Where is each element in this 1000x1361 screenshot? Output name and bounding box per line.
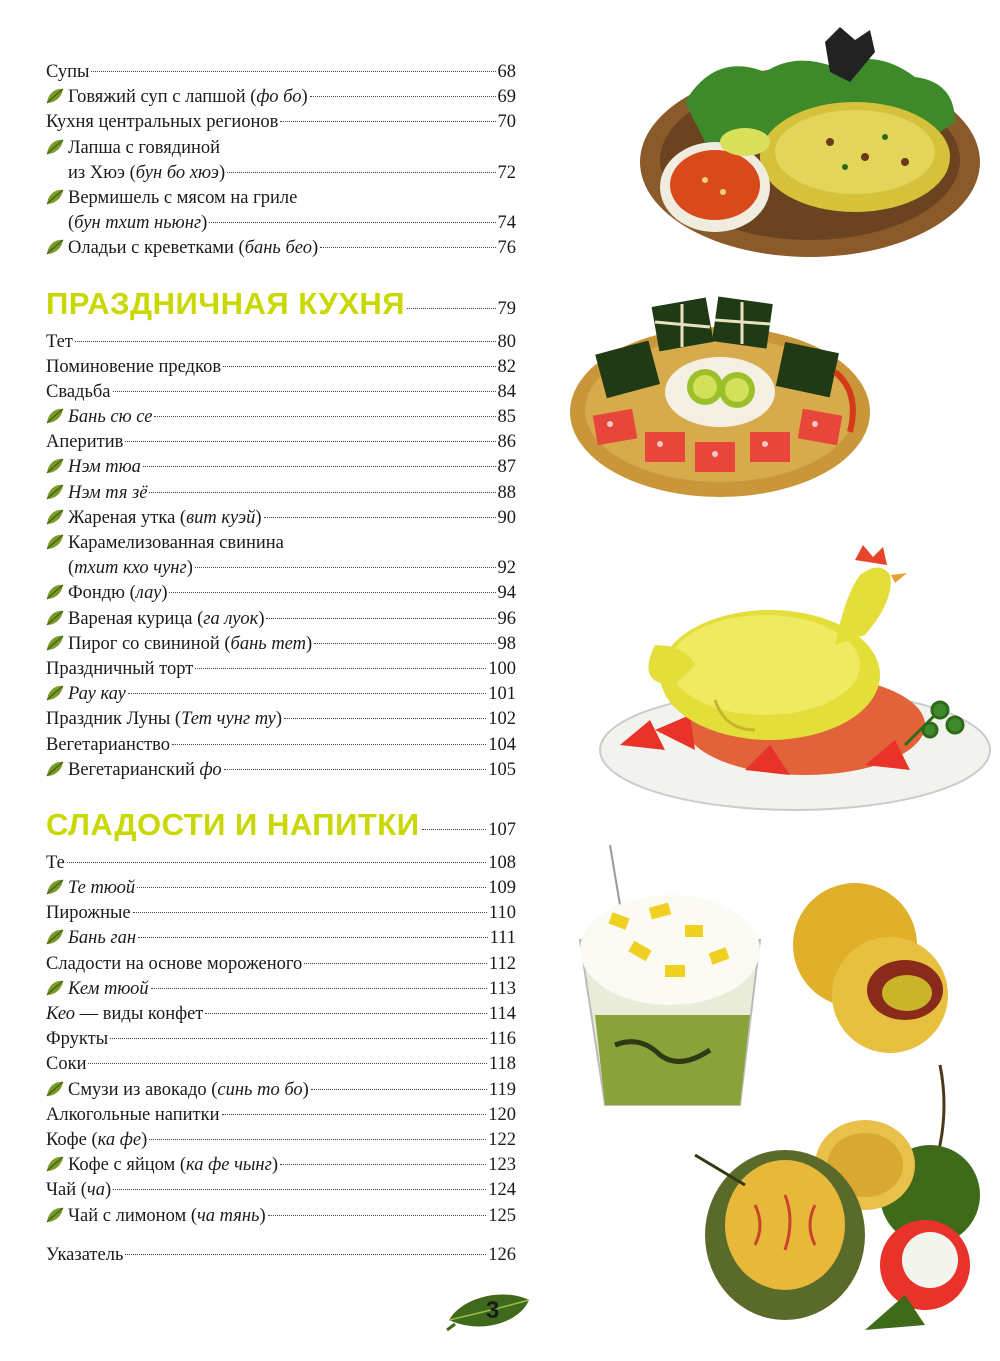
entry-text-run: ) [186, 558, 193, 579]
entry-text-run: Чай ( [46, 1180, 87, 1201]
toc-entry[interactable] [46, 657, 516, 682]
page-ref: 98 [497, 633, 516, 654]
page-ref: 80 [497, 331, 516, 352]
entry-text-run: Бань ган [68, 928, 137, 949]
entry-text-run: ) [255, 507, 262, 528]
page-ref: 124 [488, 1180, 516, 1201]
toc-entry[interactable] [46, 758, 516, 783]
entry-title [46, 355, 221, 380]
toc-entry[interactable] [46, 161, 516, 186]
entry-text-run: ) [259, 1205, 266, 1226]
entry-text-run: Говяжий суп с лапшой ( [68, 87, 257, 108]
entry-text-run: Жареная утка ( [68, 507, 187, 528]
entry-text-run: Рау кау [68, 684, 126, 705]
entry-title [46, 657, 193, 682]
entry-text-run: ) [301, 87, 308, 108]
entry-text-run: Супы [46, 62, 90, 82]
entry-text-run: вит куэй [186, 507, 256, 528]
page-ref: 105 [488, 759, 516, 780]
toc-entry[interactable] [46, 1243, 516, 1268]
page-ref: 69 [497, 87, 516, 108]
entry-text-run: га луок [203, 608, 259, 629]
entry-title [46, 430, 123, 455]
entry-text-run: Смузи из авокадо ( [68, 1079, 218, 1100]
dot-leader [222, 1113, 487, 1115]
entry-text-run: ) [218, 162, 226, 183]
entry-title [68, 607, 264, 632]
entry-title [46, 1178, 111, 1203]
entry-title [46, 1002, 203, 1027]
leaf-icon [46, 408, 68, 424]
dot-leader [149, 1138, 486, 1140]
entry-text-run: ( [68, 213, 75, 234]
entry-text-run: ) [105, 1180, 112, 1201]
dot-leader [67, 861, 486, 863]
pancake-plate-illustration [625, 22, 985, 262]
page-ref: 113 [488, 978, 516, 999]
dot-leader [264, 516, 496, 518]
entry-title [46, 733, 170, 758]
entry-title [46, 1103, 220, 1128]
page-ref: 76 [497, 238, 516, 259]
toc-entry[interactable] [46, 851, 516, 876]
boiled-chicken-illustration [595, 535, 995, 815]
page-ref: 102 [488, 709, 516, 730]
entry-text-run: Тет [46, 331, 73, 352]
toc-entry[interactable] [46, 236, 516, 261]
entry-title [68, 85, 308, 110]
entry-title [68, 161, 225, 186]
entry-text-run: бун бо хюэ [135, 162, 219, 183]
toc-entry[interactable] [46, 355, 516, 380]
entry-title [46, 1128, 147, 1153]
leaf-icon [46, 980, 68, 996]
page-ref: 111 [489, 928, 516, 949]
entry-title [68, 186, 297, 211]
page-ref: 107 [488, 819, 516, 840]
entry-title [68, 876, 135, 901]
dot-leader [304, 962, 487, 964]
toc-entry[interactable] [46, 1027, 516, 1052]
toc-entry-first-line[interactable] [46, 186, 516, 211]
entry-title [68, 481, 147, 506]
dot-leader [310, 95, 496, 97]
toc-entry[interactable] [46, 632, 516, 657]
toc-entry[interactable] [46, 60, 516, 85]
toc-entry[interactable] [46, 876, 516, 901]
page-ref: 101 [488, 684, 516, 705]
entry-title [68, 1153, 278, 1178]
entry-text-run: Кофе ( [46, 1129, 98, 1150]
dot-leader [227, 171, 495, 173]
entry-title [46, 60, 89, 85]
entry-text-run: из Хюэ ( [68, 162, 136, 183]
fruits-illustration [685, 865, 1000, 1345]
entry-text-run: Праздник Луны ( [46, 709, 182, 730]
dot-leader [422, 828, 487, 830]
entry-text-run: Нэм тя зё [68, 482, 148, 503]
leaf-icon [46, 879, 68, 895]
banh-chung-plate-illustration [565, 292, 875, 502]
page-ref: 85 [497, 407, 516, 428]
leaf-icon [46, 458, 68, 474]
leaf-icon [46, 534, 68, 550]
entry-title [68, 211, 207, 236]
toc-entry[interactable] [46, 901, 516, 926]
toc-entry[interactable] [46, 556, 516, 581]
page-ref: 119 [488, 1079, 516, 1100]
entry-text-run: синь то бо [217, 1079, 303, 1100]
leaf-icon [46, 610, 68, 626]
page-ref: 109 [488, 878, 516, 899]
dot-leader [280, 120, 495, 122]
page-ref: 72 [497, 162, 516, 183]
toc-entry[interactable] [46, 380, 516, 405]
entry-title [68, 632, 312, 657]
entry-title [46, 380, 111, 405]
entry-text-run: Пирог со свининой ( [68, 633, 231, 654]
leaf-icon [46, 635, 68, 651]
toc-entry[interactable] [46, 607, 516, 632]
dot-leader [125, 1253, 486, 1255]
dot-leader [209, 221, 495, 223]
dot-leader [75, 340, 496, 342]
entry-text-run: ча тянь [196, 1205, 260, 1226]
entry-text-run: Вегетарианство [46, 734, 171, 755]
page-ref: 96 [497, 608, 516, 629]
entry-title [68, 1078, 309, 1103]
page-ref: 79 [497, 298, 516, 319]
entry-title [68, 1204, 266, 1229]
leaf-icon [46, 484, 68, 500]
leaf-icon [46, 761, 68, 777]
dot-leader [314, 642, 495, 644]
dot-leader [128, 692, 486, 694]
toc-entry[interactable] [46, 1052, 516, 1077]
toc-entry[interactable] [46, 430, 516, 455]
dot-leader [266, 617, 495, 619]
entry-text-run: Свадьба [46, 381, 111, 402]
page-ref: 84 [497, 381, 516, 402]
spacer [46, 1229, 516, 1243]
toc-entry[interactable] [46, 1078, 516, 1103]
entry-text-run: Лапша с говядиной [68, 137, 221, 158]
entry-text-run: Оладьи с креветками ( [68, 238, 245, 259]
page-ref: 94 [497, 583, 516, 604]
entry-text-run: Аперитив [46, 432, 124, 453]
page-ref: 90 [497, 507, 516, 528]
dot-leader [88, 1062, 486, 1064]
entry-title [68, 682, 126, 707]
page-ref: 123 [488, 1155, 516, 1176]
section-title: ПРАЗДНИЧНАЯ КУХНЯ [46, 285, 406, 321]
dot-leader [137, 886, 486, 888]
entry-text-run: Вермишель с мясом на гриле [68, 187, 298, 208]
entry-text-run: ча [86, 1180, 105, 1201]
entry-text-run: Кофе с яйцом ( [68, 1155, 187, 1176]
page-number: 3 [486, 1297, 500, 1324]
dot-leader [407, 307, 495, 309]
toc-entry[interactable] [46, 1204, 516, 1229]
entry-text-run: ) [306, 633, 313, 654]
entry-text-run: Пирожные [46, 903, 131, 924]
page-ref: 112 [488, 953, 516, 974]
leaf-icon [46, 509, 68, 525]
page-ref: 118 [488, 1054, 516, 1075]
entry-text-run: Те тюой [68, 878, 136, 899]
entry-title [68, 236, 318, 261]
entry-text-run: Нэм тюа [68, 457, 141, 478]
page-ref: 92 [497, 558, 516, 579]
entry-text-run: ) [141, 1129, 148, 1150]
entry-title [68, 977, 149, 1002]
dot-leader [138, 936, 488, 938]
entry-text-run: Вареная курица ( [68, 608, 204, 629]
entry-title [46, 1027, 108, 1052]
entry-text-run: Кухня центральных регионов [46, 112, 279, 133]
toc-entry[interactable] [46, 1128, 516, 1153]
indent-spacer [46, 559, 68, 575]
dot-leader [113, 390, 496, 392]
leaf-icon [46, 929, 68, 945]
entry-title [46, 1243, 123, 1268]
entry-title [46, 1052, 86, 1077]
dot-leader [110, 1037, 487, 1039]
dot-leader [113, 1188, 486, 1190]
leaf-icon [46, 189, 68, 205]
entry-title [46, 330, 73, 355]
entry-text-run: Карамелизованная свинина [68, 533, 284, 553]
toc-entry-first-line[interactable] [46, 531, 516, 556]
toc-entry[interactable] [46, 85, 516, 110]
indent-spacer [46, 214, 68, 230]
dot-leader [149, 491, 495, 493]
table-of-contents [46, 60, 516, 1268]
toc-entry[interactable] [46, 506, 516, 531]
section-heading[interactable] [46, 799, 516, 851]
entry-title [68, 926, 136, 951]
entry-title [68, 136, 220, 161]
toc-entry[interactable] [46, 733, 516, 758]
entry-title [46, 901, 131, 926]
page-ref: 122 [488, 1129, 516, 1150]
toc-entry[interactable] [46, 455, 516, 480]
page-ref: 116 [488, 1029, 516, 1050]
page-ref: 88 [497, 482, 516, 503]
entry-title [68, 455, 141, 480]
toc-entry[interactable] [46, 581, 516, 606]
page-ref: 110 [488, 903, 516, 924]
dot-leader [195, 667, 486, 669]
entry-text-run: Вегетарианский [68, 759, 200, 780]
dot-leader [284, 717, 486, 719]
dot-leader [205, 1012, 487, 1014]
entry-title [68, 581, 167, 606]
dot-leader [172, 743, 486, 745]
entry-text-run: ) [161, 583, 168, 604]
entry-text-run: Кем тюой [68, 978, 149, 999]
dot-leader [280, 1163, 486, 1165]
dot-leader [154, 415, 495, 417]
leaf-icon [46, 1207, 68, 1223]
page-ref: 108 [488, 852, 516, 873]
page-ref: 100 [488, 658, 516, 679]
entry-text-run: Фрукты [46, 1029, 109, 1050]
entry-text-run: ка фе [97, 1129, 142, 1150]
entry-text-run: ка фе чынг [186, 1155, 272, 1176]
leaf-icon [46, 139, 68, 155]
section-heading[interactable] [46, 278, 516, 330]
entry-title [46, 851, 65, 876]
entry-title [46, 110, 278, 135]
page-ref: 86 [497, 432, 516, 453]
toc-entry[interactable] [46, 926, 516, 951]
leaf-icon [46, 584, 68, 600]
entry-text-run: бань бео [244, 238, 313, 259]
toc-entry[interactable] [46, 977, 516, 1002]
entry-text-run: ) [201, 213, 208, 234]
page-ref: 74 [497, 213, 516, 234]
page-ref: 82 [497, 356, 516, 377]
entry-title [68, 506, 262, 531]
entry-text-run: бун тхит ньюнг [74, 213, 202, 234]
dot-leader [223, 365, 495, 367]
page-ref: 68 [497, 62, 516, 82]
entry-text-run: Поминовение предков [46, 356, 222, 377]
toc-entry[interactable] [46, 481, 516, 506]
leaf-icon [46, 88, 68, 104]
toc-entry[interactable] [46, 1153, 516, 1178]
entry-text-run: ) [258, 608, 265, 629]
toc-entry[interactable] [46, 1103, 516, 1128]
toc-entry[interactable] [46, 707, 516, 732]
entry-text-run: Кео [46, 1004, 76, 1024]
entry-text-run: ( [68, 558, 75, 579]
dot-leader [195, 566, 496, 568]
page-ref: 120 [488, 1104, 516, 1125]
entry-text-run: фо бо [256, 87, 302, 108]
toc-entry-first-line[interactable] [46, 136, 516, 161]
entry-title [68, 405, 152, 430]
entry-title [68, 758, 222, 783]
entry-text-run: Сладости на основе мороженого [46, 953, 303, 974]
entry-text-run: ) [312, 238, 319, 259]
page-ref: 126 [488, 1244, 516, 1265]
entry-text-run: бань тет [230, 633, 307, 654]
page-ref: 114 [488, 1004, 516, 1024]
toc-entry[interactable] [46, 1002, 516, 1027]
entry-text-run: Соки [46, 1054, 87, 1075]
entry-text-run: ) [271, 1155, 278, 1176]
page-ref: 104 [488, 734, 516, 755]
dot-leader [224, 768, 487, 770]
page-ref: 125 [488, 1205, 516, 1226]
page-ref: 70 [497, 112, 516, 133]
entry-text-run: фо [199, 759, 222, 780]
leaf-icon [46, 239, 68, 255]
entry-text-run: Тет чунг ту [181, 709, 276, 730]
indent-spacer [46, 164, 68, 180]
leaf-icon [46, 1156, 68, 1172]
toc-entry[interactable] [46, 110, 516, 135]
leaf-icon [46, 685, 68, 701]
entry-text-run: Праздничный торт [46, 658, 194, 679]
toc-entry[interactable] [46, 405, 516, 430]
entry-text-run: лау [135, 583, 162, 604]
toc-entry[interactable] [46, 682, 516, 707]
entry-text-run: Те [46, 852, 65, 873]
entry-text-run: Бань сю се [68, 407, 153, 428]
entry-text-run: Фондю ( [68, 583, 136, 604]
dot-leader [268, 1214, 487, 1216]
dot-leader [320, 246, 495, 248]
toc-entry[interactable] [46, 1178, 516, 1203]
entry-title [46, 707, 282, 732]
toc-entry[interactable] [46, 952, 516, 977]
entry-title [68, 531, 284, 556]
section-title: СЛАДОСТИ И НАПИТКИ [46, 806, 420, 842]
dot-leader [311, 1088, 487, 1090]
entry-text-run: Указатель [46, 1244, 124, 1265]
toc-entry[interactable] [46, 211, 516, 236]
entry-title [68, 556, 193, 581]
dot-leader [169, 591, 495, 593]
entry-title [46, 952, 302, 977]
toc-entry[interactable] [46, 330, 516, 355]
entry-text-run: Алкогольные напитки [46, 1104, 220, 1125]
leaf-icon [46, 1081, 68, 1097]
entry-text-run: тхит кхо чунг [74, 558, 187, 579]
dot-leader [91, 70, 495, 72]
entry-text-run: ) [302, 1079, 309, 1100]
dot-leader [151, 987, 487, 989]
dot-leader [125, 440, 495, 442]
entry-text-run: Чай с лимоном ( [68, 1205, 197, 1226]
dot-leader [133, 911, 487, 913]
dot-leader [143, 465, 496, 467]
page-ref: 87 [497, 457, 516, 478]
entry-text-run: ) [275, 709, 282, 730]
entry-text-run: — виды конфет [75, 1004, 204, 1024]
